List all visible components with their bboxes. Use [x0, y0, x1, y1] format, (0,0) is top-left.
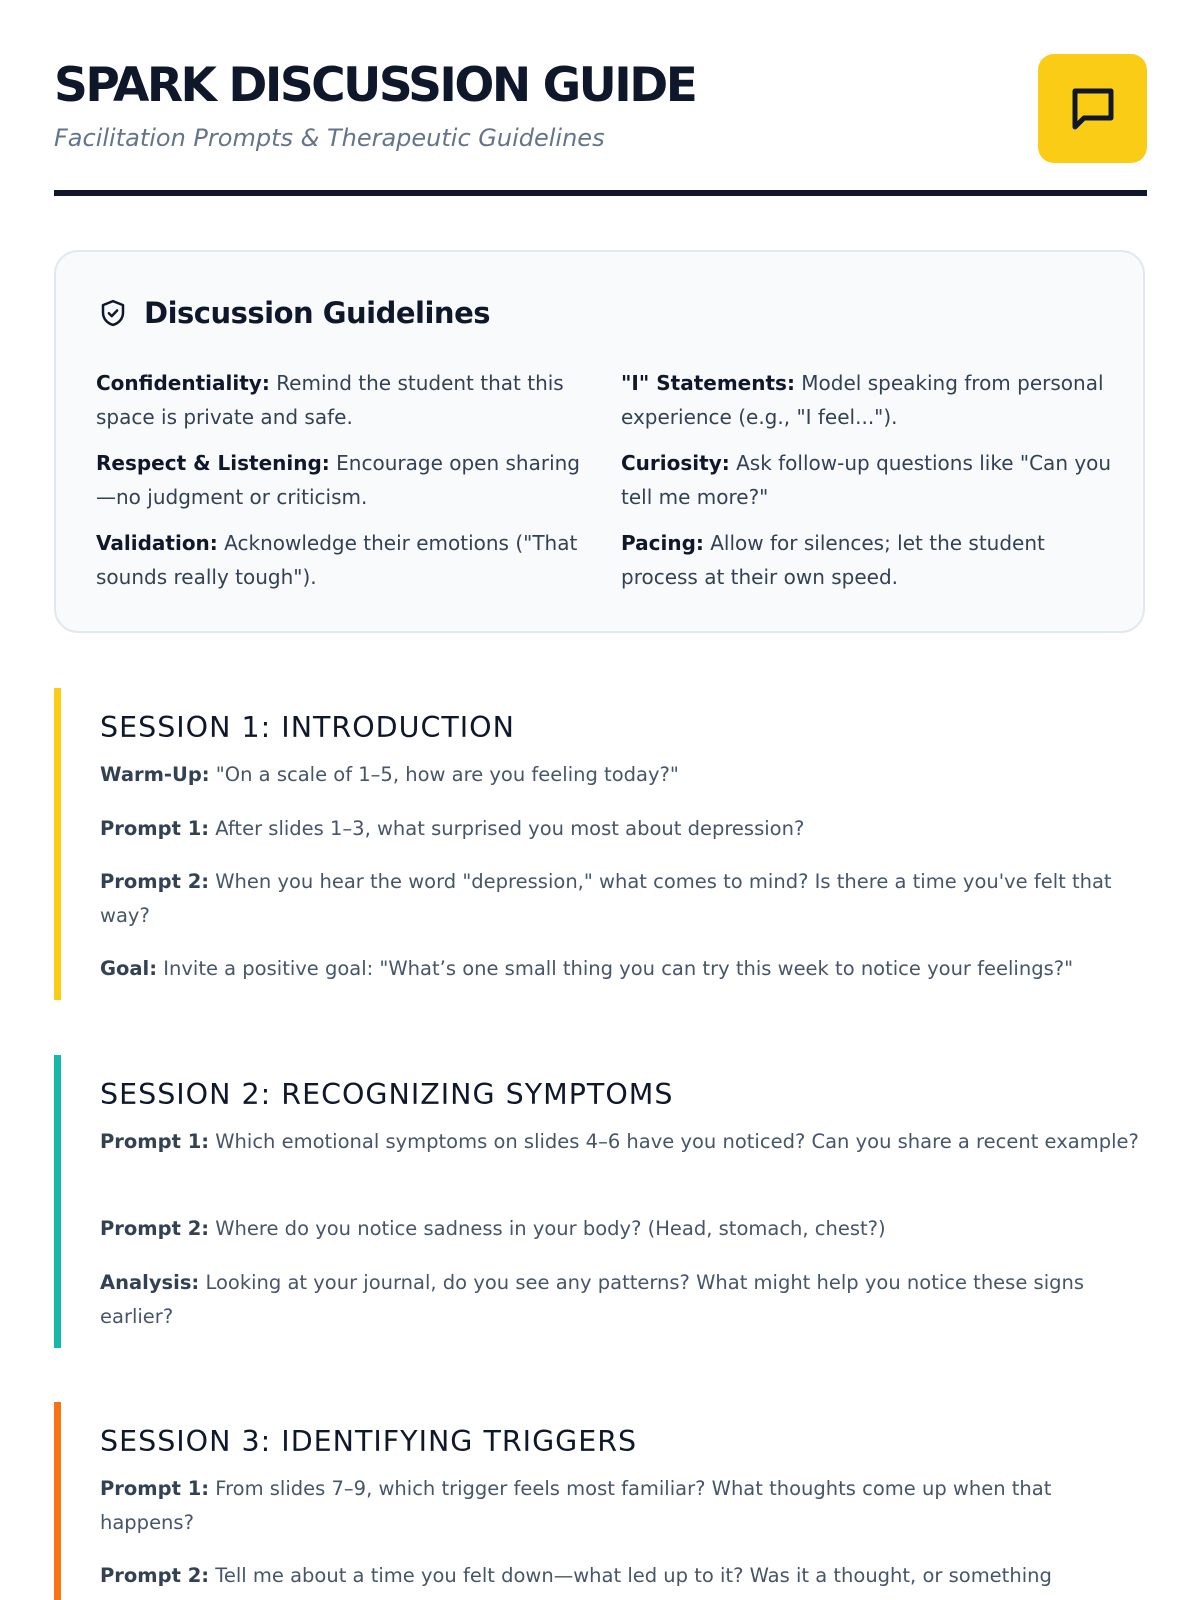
prompt-label: Prompt 1:: [100, 817, 210, 840]
guideline-item: [621, 526, 1121, 594]
session-prompt: [100, 1125, 1140, 1159]
guidelines-title: Discussion Guidelines: [144, 296, 491, 330]
guideline-item: [96, 446, 596, 514]
prompt-label: Prompt 2:: [100, 870, 210, 893]
prompt-text: "On a scale of 1–5, how are you feeling today?": [215, 763, 679, 786]
guidelines-card: [54, 250, 1145, 633]
guideline-label: "I" Statements:: [621, 371, 795, 395]
guideline-text: Acknowledge their emotions ("That sounds really tough").: [96, 531, 578, 589]
prompt-label: Goal:: [100, 957, 158, 980]
session-prompt: [100, 952, 1140, 986]
prompt-text: After slides 1–3, what surprised you most about depression?: [215, 817, 805, 840]
session-2: [54, 1055, 1147, 1348]
header-divider: [54, 190, 1147, 196]
session-prompt: [100, 1212, 1140, 1246]
guideline-text: Model speaking from personal experience (e.g., "I feel...").: [621, 371, 1104, 429]
session-title: SESSION 3: IDENTIFYING TRIGGERS: [100, 1425, 638, 1458]
guideline-label: Pacing:: [621, 531, 704, 555]
session-3: [54, 1402, 1147, 1600]
guidelines-header: [98, 296, 490, 330]
guideline-item: [621, 446, 1121, 514]
guideline-label: Respect & Listening:: [96, 451, 330, 475]
prompt-label: Analysis:: [100, 1271, 200, 1294]
discussion-guide-page: [54, 0, 1147, 1587]
session-prompt: [100, 1559, 1140, 1593]
session-prompt: [100, 865, 1140, 933]
guideline-text: Encourage open sharing—no judgment or criticism.: [96, 451, 580, 509]
prompt-label: Prompt 1:: [100, 1477, 210, 1500]
guideline-item: [96, 366, 596, 434]
prompt-text: Invite a positive goal: "What’s one small thing you can try this week to notice your feelings?": [163, 957, 1074, 980]
guideline-text: Remind the student that this space is private and safe.: [96, 371, 564, 429]
guideline-item: [621, 366, 1121, 434]
prompt-text: Tell me about a time you felt down—what led up to it? Was it a thought, or something: [215, 1564, 1052, 1587]
prompt-text: Looking at your journal, do you see any patterns? What might help you notice these signs earlier?: [100, 1271, 1085, 1328]
prompt-text: From slides 7–9, which trigger feels most familiar? What thoughts come up when that happens?: [100, 1477, 1052, 1534]
session-accent-bar: [54, 1055, 61, 1348]
session-accent-bar: [54, 688, 61, 1000]
page-subtitle: Facilitation Prompts & Therapeutic Guidelines: [54, 124, 605, 152]
session-prompt: [100, 758, 1140, 792]
prompt-text: Which emotional symptoms on slides 4–6 have you noticed? Can you share a recent example?: [215, 1130, 1139, 1153]
page-title: SPARK DISCUSSION GUIDE: [54, 58, 696, 113]
chat-bubble-icon: [1066, 82, 1120, 136]
prompt-label: Prompt 1:: [100, 1130, 210, 1153]
session-accent-bar: [54, 1402, 61, 1600]
guideline-label: Validation:: [96, 531, 218, 555]
session-title: SESSION 2: RECOGNIZING SYMPTOMS: [100, 1078, 674, 1111]
session-1: [54, 688, 1147, 1000]
session-prompt: [100, 1472, 1140, 1540]
guideline-text: Ask follow-up questions like "Can you tell me more?": [621, 451, 1112, 509]
guideline-text: Allow for silences; let the student process at their own speed.: [621, 531, 1045, 589]
session-prompt: [100, 812, 1140, 846]
prompt-label: Prompt 2:: [100, 1564, 210, 1587]
chat-badge: [1038, 54, 1147, 163]
guideline-item: [96, 526, 596, 594]
session-prompt: [100, 1266, 1140, 1334]
guideline-label: Curiosity:: [621, 451, 730, 475]
prompt-label: Warm-Up:: [100, 763, 210, 786]
session-title: SESSION 1: INTRODUCTION: [100, 711, 515, 744]
prompt-label: Prompt 2:: [100, 1217, 210, 1240]
header: [54, 0, 1147, 196]
prompt-text: When you hear the word "depression," what comes to mind? Is there a time you've felt that way?: [100, 870, 1112, 927]
prompt-text: Where do you notice sadness in your body? (Head, stomach, chest?): [215, 1217, 886, 1240]
guideline-label: Confidentiality:: [96, 371, 270, 395]
shield-check-icon: [98, 298, 128, 328]
